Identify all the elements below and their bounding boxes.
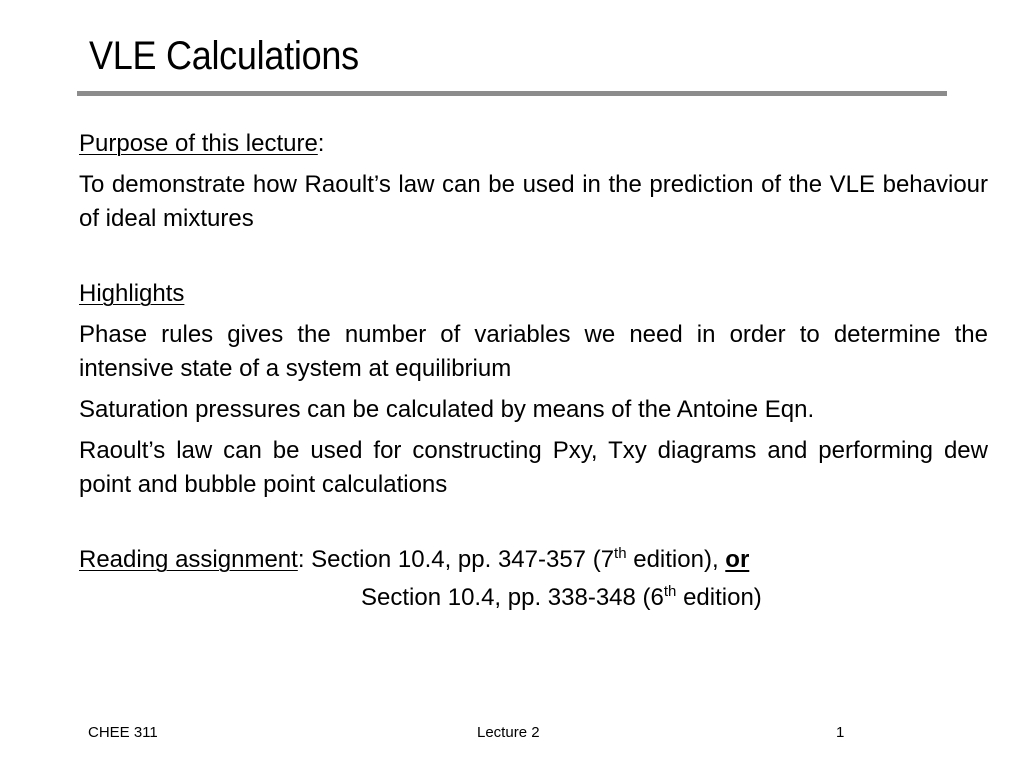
reading-heading-colon: : <box>297 546 312 573</box>
purpose-heading-line <box>79 127 988 161</box>
spacer <box>79 243 988 277</box>
highlight-item: Saturation pressures can be calculated by means of the Antoine Eqn. <box>79 396 815 423</box>
purpose-text: To demonstrate how Raoult’s law can be used in the prediction of the VLE behaviour of ideal mixtures <box>79 171 988 232</box>
reading-6th-suffix: edition) <box>676 584 762 611</box>
highlights-heading: Highlights <box>79 280 185 307</box>
reading-7th-prefix: Section 10.4, pp. 347-357 (7 <box>311 546 615 573</box>
footer-lecture: Lecture 2 <box>477 724 540 741</box>
highlights-heading-line <box>79 277 988 311</box>
slide-body <box>79 127 988 622</box>
spacer <box>79 509 988 543</box>
highlight-item: Raoult’s law can be used for constructing Pxy, Txy diagrams and performing dew point and bubble point calculations <box>79 437 988 498</box>
reading-6th-prefix: Section 10.4, pp. 338-348 (6 <box>361 584 664 611</box>
purpose-heading: Purpose of this lecture <box>79 130 318 157</box>
highlight-item: Phase rules gives the number of variables we need in order to determine the intensive state of a system at equilibrium <box>79 321 988 382</box>
footer-page-number: 1 <box>836 724 845 741</box>
reading-7th-suffix: edition), <box>626 546 726 573</box>
title-divider <box>77 91 947 96</box>
reading-or: or <box>725 546 750 573</box>
reading-heading: Reading assignment <box>79 546 298 573</box>
purpose-heading-colon: : <box>317 130 325 157</box>
footer-course: CHEE 311 <box>88 724 158 741</box>
reading-line-2 <box>79 581 988 615</box>
reading-6th-sup: th <box>663 583 677 600</box>
reading-line-1 <box>79 543 988 577</box>
reading-7th-sup: th <box>614 545 627 562</box>
slide-title: VLE Calculations <box>89 34 359 78</box>
